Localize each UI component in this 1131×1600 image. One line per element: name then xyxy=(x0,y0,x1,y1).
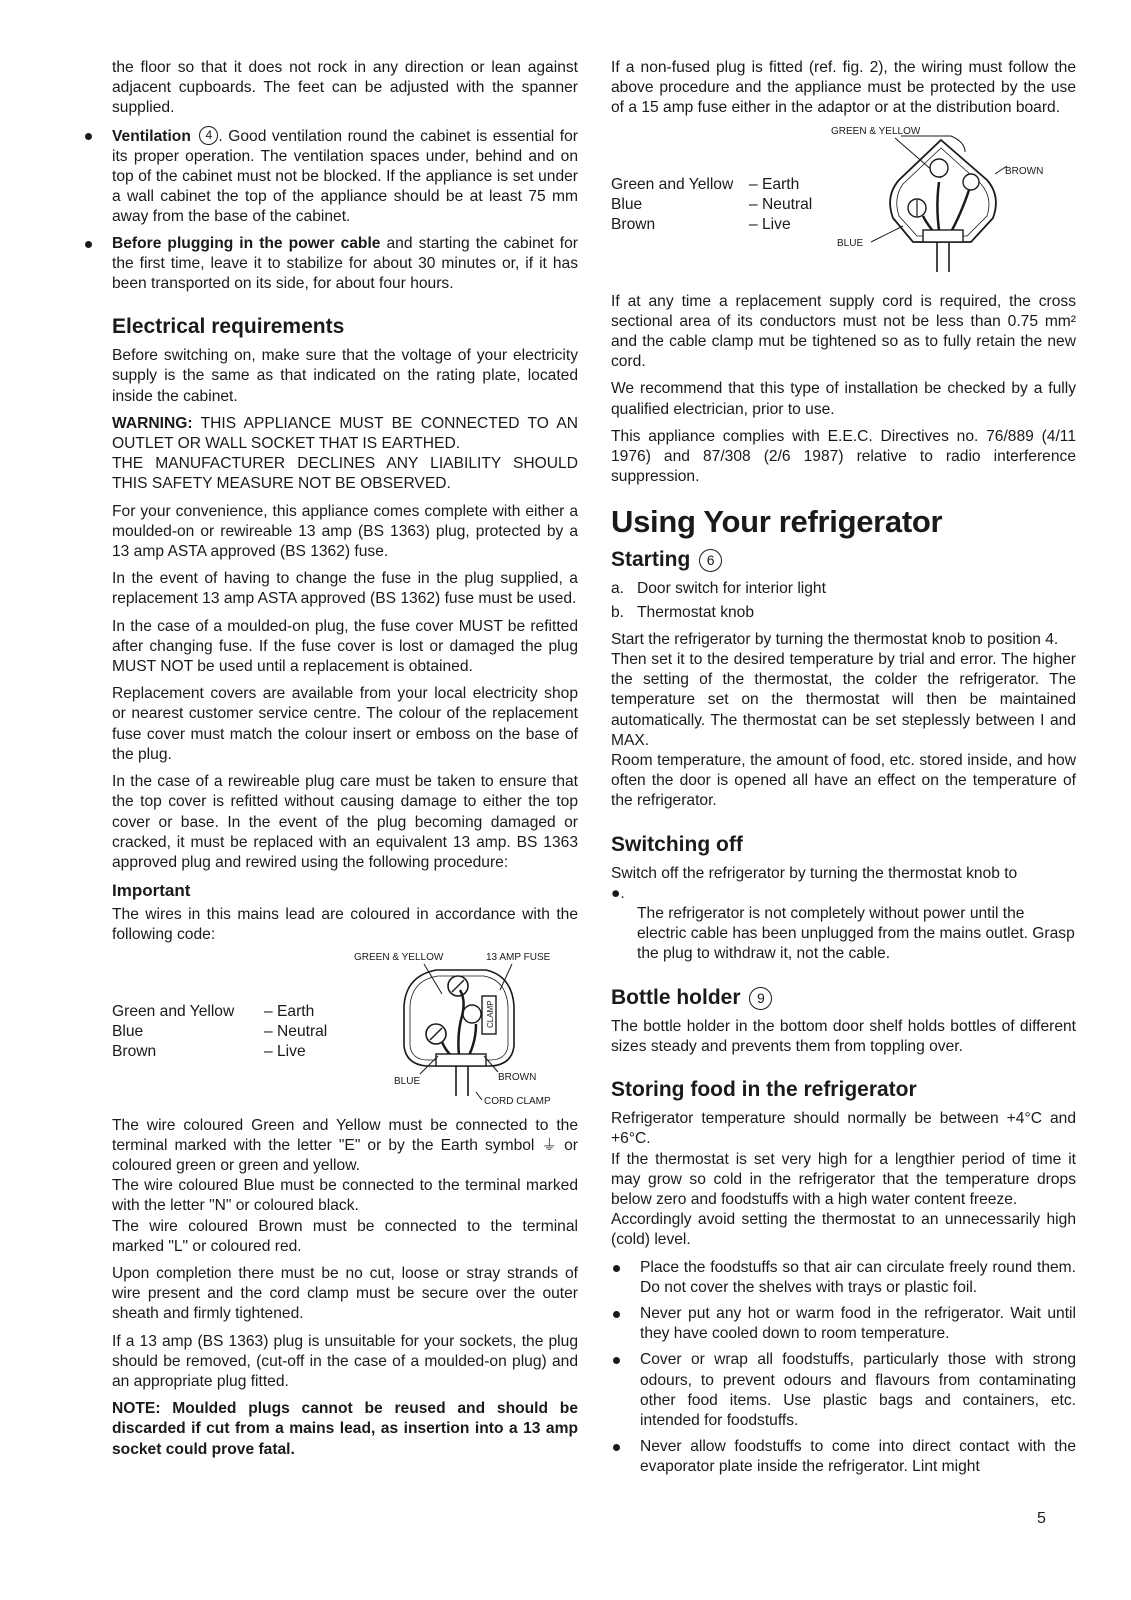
list-item xyxy=(611,603,1076,623)
bullet-lead: Before plugging in the power cable xyxy=(112,234,381,252)
paragraph: In the case of a moulded-on plug, the fuse cover MUST be refitted after changing fuse. If the fuse cover is lost or damaged the plug MUST NOT be used until a replacement is obtained. xyxy=(112,617,578,676)
rule-text: or coloured green or green and yellow. xyxy=(112,1136,578,1174)
paragraph: Accordingly avoid setting the thermostat to an unnecessarily high (cold) level. xyxy=(611,1211,1076,1249)
paragraph: If the thermostat is set very high for a lengthier period of time it may grow so cold in the refrigerator that the temperature drops below zero and foodstuffs with a high water content freeze. xyxy=(611,1150,1076,1208)
note-paragraph: NOTE: Moulded plugs cannot be reused and should be discarded if cut from a mains lead, as insertion into a 13 amp socket could prove fatal. xyxy=(112,1400,578,1458)
liability-paragraph: THE MANUFACTURER DECLINES ANY LIABILITY SHOULD THIS SAFETY MEASURE NOT BE OBSERVED. xyxy=(112,455,578,493)
warning-label: WARNING: xyxy=(112,414,193,432)
warning-text: THIS APPLIANCE MUST BE CONNECTED TO AN OUTLET OR WALL SOCKET THAT IS EARTHED. xyxy=(112,414,578,453)
figure-ref-badge: 4 xyxy=(199,126,218,145)
list-item xyxy=(83,126,578,228)
plug-wiring-diagram xyxy=(352,946,572,1116)
section-title: Using Your refrigerator xyxy=(611,504,943,540)
item-key: a. xyxy=(611,580,625,598)
paragraph: The wires in this mains lead are coloured in accordance with the following code: xyxy=(112,906,578,944)
paragraph: Then set it to the desired temperature by trial and error. The higher the setting of the thermostat, the colder the refrigerator. The temperature set on the thermostat will then be maintained automatically. The thermostat can be set steplessly between I and MAX. xyxy=(611,651,1076,749)
item-key: b. xyxy=(611,603,625,621)
paragraph: We recommend that this type of installation be checked by a fully qualified electrician, prior to use. xyxy=(611,380,1076,418)
starting-heading xyxy=(611,547,1076,573)
paragraph: If at any time a replacement supply cord is required, the cross sectional area of its conductors must not be less than 0.75 mm² and the cable clamp mut be tightened so as to fully retain the new cord. xyxy=(611,292,1076,371)
code-colour: Blue xyxy=(112,1022,144,1040)
code-colour: Blue xyxy=(611,195,643,213)
brown-rule: The wire coloured Brown must be connected to the terminal marked "L" or coloured red. xyxy=(112,1217,578,1255)
bullet-text: . Good ventilation round the cabinet is essential for its proper operation. The ventilation spaces under, behind and on top of the cabinet must not be blocked. If the appliance is set under a wall cabinet the top of the appliance should be at least 75 mm away from the base of the cabinet. xyxy=(112,127,578,226)
heading-text: Starting xyxy=(611,548,691,572)
warning-paragraph xyxy=(112,414,578,454)
paragraph: This appliance complies with E.E.C. Directives no. 76/889 (4/11 1976) and 87/308 (2/6 1987) relative to radio interference suppression. xyxy=(611,427,1076,486)
wire-colour-code xyxy=(112,1002,352,1063)
earth-symbol-icon: ⏚ xyxy=(541,1136,558,1154)
list-item: Never allow foodstuffs to come into direct contact with the evaporator plate inside the refrigerator. Lint might xyxy=(611,1437,1076,1477)
paragraph: Upon completion there must be no cut, loose or stray strands of wire present and the cord clamp must be secure over the outer sheath and firmly tightened. xyxy=(112,1264,578,1323)
paragraph: Room temperature, the amount of food, etc. stored inside, and how often the door is opened all have an effect on the temperature of the refrigerator. xyxy=(611,752,1076,810)
code-meaning: – Live xyxy=(749,216,791,234)
rule-text: The wire coloured Green and Yellow must be connected to the terminal marked with the letter "E" or by the Earth symbol xyxy=(112,1116,578,1154)
code-meaning: – Earth xyxy=(749,175,800,193)
right-column xyxy=(611,58,1076,1485)
list-item xyxy=(83,234,578,295)
warning-text: The refrigerator is not completely without power until the electric cable has been unplugged from the mains outlet. Grasp the plug to withdraw it, not the cable. xyxy=(637,905,1075,963)
fused-plug-figure xyxy=(112,946,578,1116)
left-column xyxy=(112,58,578,1467)
green-yellow-rule xyxy=(112,1116,578,1177)
storing-heading: Storing food in the refrigerator xyxy=(611,1078,917,1102)
label-clamp: CLAMP xyxy=(486,999,495,1028)
label-blue: BLUE xyxy=(394,1075,421,1087)
label-blue: BLUE xyxy=(837,237,864,249)
paragraph: In the case of a rewireable plug care must be taken to ensure that the top cover is refitted without causing damage to either the top cover or base. In the event of the plug becoming damaged or cracked, it must be replaced with an equivalent 13 amp. BS 1363 approved plug and rewired using the following procedure: xyxy=(112,773,578,871)
important-heading: Important xyxy=(112,881,191,901)
blue-rule: The wire coloured Blue must be connected to the terminal marked with the letter "N" or coloured black. xyxy=(112,1177,578,1215)
code-meaning: – Earth xyxy=(264,1002,315,1020)
wire-colour-code xyxy=(611,175,841,236)
bullet-text: and starting the cabinet for the first time, leave it to stabilize for about 30 minutes or, if it has been transported on its side, for about four hours. xyxy=(112,234,578,293)
plug-wiring-diagram xyxy=(831,122,1071,292)
paragraph: The bottle holder in the bottom door shelf holds bottles of different sizes steady and prevents them from toppling over. xyxy=(611,1017,1076,1055)
code-colour: Green and Yellow xyxy=(611,175,734,193)
off-position-symbol: ●. xyxy=(611,884,625,902)
code-meaning: – Live xyxy=(264,1042,306,1060)
item-text: Thermostat knob xyxy=(637,603,755,621)
item-text: Door switch for interior light xyxy=(637,580,826,598)
label-brown: BROWN xyxy=(498,1071,537,1083)
paragraph: If a 13 amp (BS 1363) plug is unsuitable for your sockets, the plug should be removed, (cut-off in the case of a moulded-on plug) and an appropriate plug fitted. xyxy=(112,1332,578,1390)
list-item: Place the foodstuffs so that air can circulate freely round them. Do not cover the shelves with trays or plastic foil. xyxy=(611,1258,1076,1298)
figure-ref-badge: 6 xyxy=(699,549,722,572)
page-number: 5 xyxy=(1037,1510,1046,1527)
paragraph: In the event of having to change the fuse in the plug supplied, a replacement 13 amp ASTA approved (BS 1362) fuse must be used. xyxy=(112,570,578,608)
intro-paragraph: the floor so that it does not rock in any direction or lean against adjacent cupboards. The feet can be adjusted with the spanner supplied. xyxy=(112,59,578,117)
starting-parts-list xyxy=(611,579,1076,622)
list-item xyxy=(611,579,1076,599)
storage-bullet-list xyxy=(611,1258,1076,1478)
heading-text: Bottle holder xyxy=(611,985,741,1009)
code-colour: Brown xyxy=(112,1042,157,1060)
switching-heading: Switching off xyxy=(611,832,743,856)
label-brown: BROWN xyxy=(1005,165,1044,177)
code-colour: Brown xyxy=(611,216,656,234)
figure-ref-badge: 9 xyxy=(749,987,772,1010)
label-green-yellow: GREEN & YELLOW xyxy=(354,951,444,963)
list-item: Never put any hot or warm food in the refrigerator. Wait until they have cooled down to room temperature. xyxy=(611,1304,1076,1344)
bullet-lead: Ventilation xyxy=(112,127,191,145)
electrical-heading: Electrical requirements xyxy=(112,315,345,339)
label-13-amp-fuse: 13 AMP FUSE xyxy=(486,951,551,963)
warning-note xyxy=(611,904,1076,965)
paragraph: If a non-fused plug is fitted (ref. fig. 2), the wiring must follow the above procedure and the appliance must be protected by the use of a 15 amp fuse either in the adaptor or at the distribution board. xyxy=(611,59,1076,117)
code-meaning: – Neutral xyxy=(749,195,813,213)
label-green-yellow: GREEN & YELLOW xyxy=(831,125,921,137)
paragraph: Start the refrigerator by turning the thermostat knob to position 4. xyxy=(611,630,1059,648)
paragraph: Replacement covers are available from your local electricity shop or nearest customer service centre. The colour of the replacement fuse cover must match the colour insert or emboss on the base of the plug. xyxy=(112,685,578,763)
paragraph: For your convenience, this appliance comes complete with either a moulded-on or rewireable 13 amp (BS 1363) plug, protected by a 13 amp ASTA approved (BS 1362) fuse. xyxy=(112,502,578,561)
paragraph: Before switching on, make sure that the voltage of your electricity supply is the same as that indicated on the rating plate, located inside the cabinet. xyxy=(112,347,578,405)
code-meaning: – Neutral xyxy=(264,1022,328,1040)
code-colour: Green and Yellow xyxy=(112,1002,235,1020)
label-cord-clamp: CORD CLAMP xyxy=(484,1095,551,1107)
install-bullet-list xyxy=(83,126,578,295)
paragraph: Switch off the refrigerator by turning the thermostat knob to xyxy=(611,864,1018,882)
list-item: Cover or wrap all foodstuffs, particularly those with strong odours, to prevent odours and flavours from contaminating other food items. Use plastic bags and containers, etc. intended for foodstuffs. xyxy=(611,1350,1076,1431)
non-fused-plug-figure xyxy=(611,122,1076,292)
paragraph: Refrigerator temperature should normally be between +4°C and +6°C. xyxy=(611,1110,1076,1148)
bottle-heading xyxy=(611,985,1076,1011)
